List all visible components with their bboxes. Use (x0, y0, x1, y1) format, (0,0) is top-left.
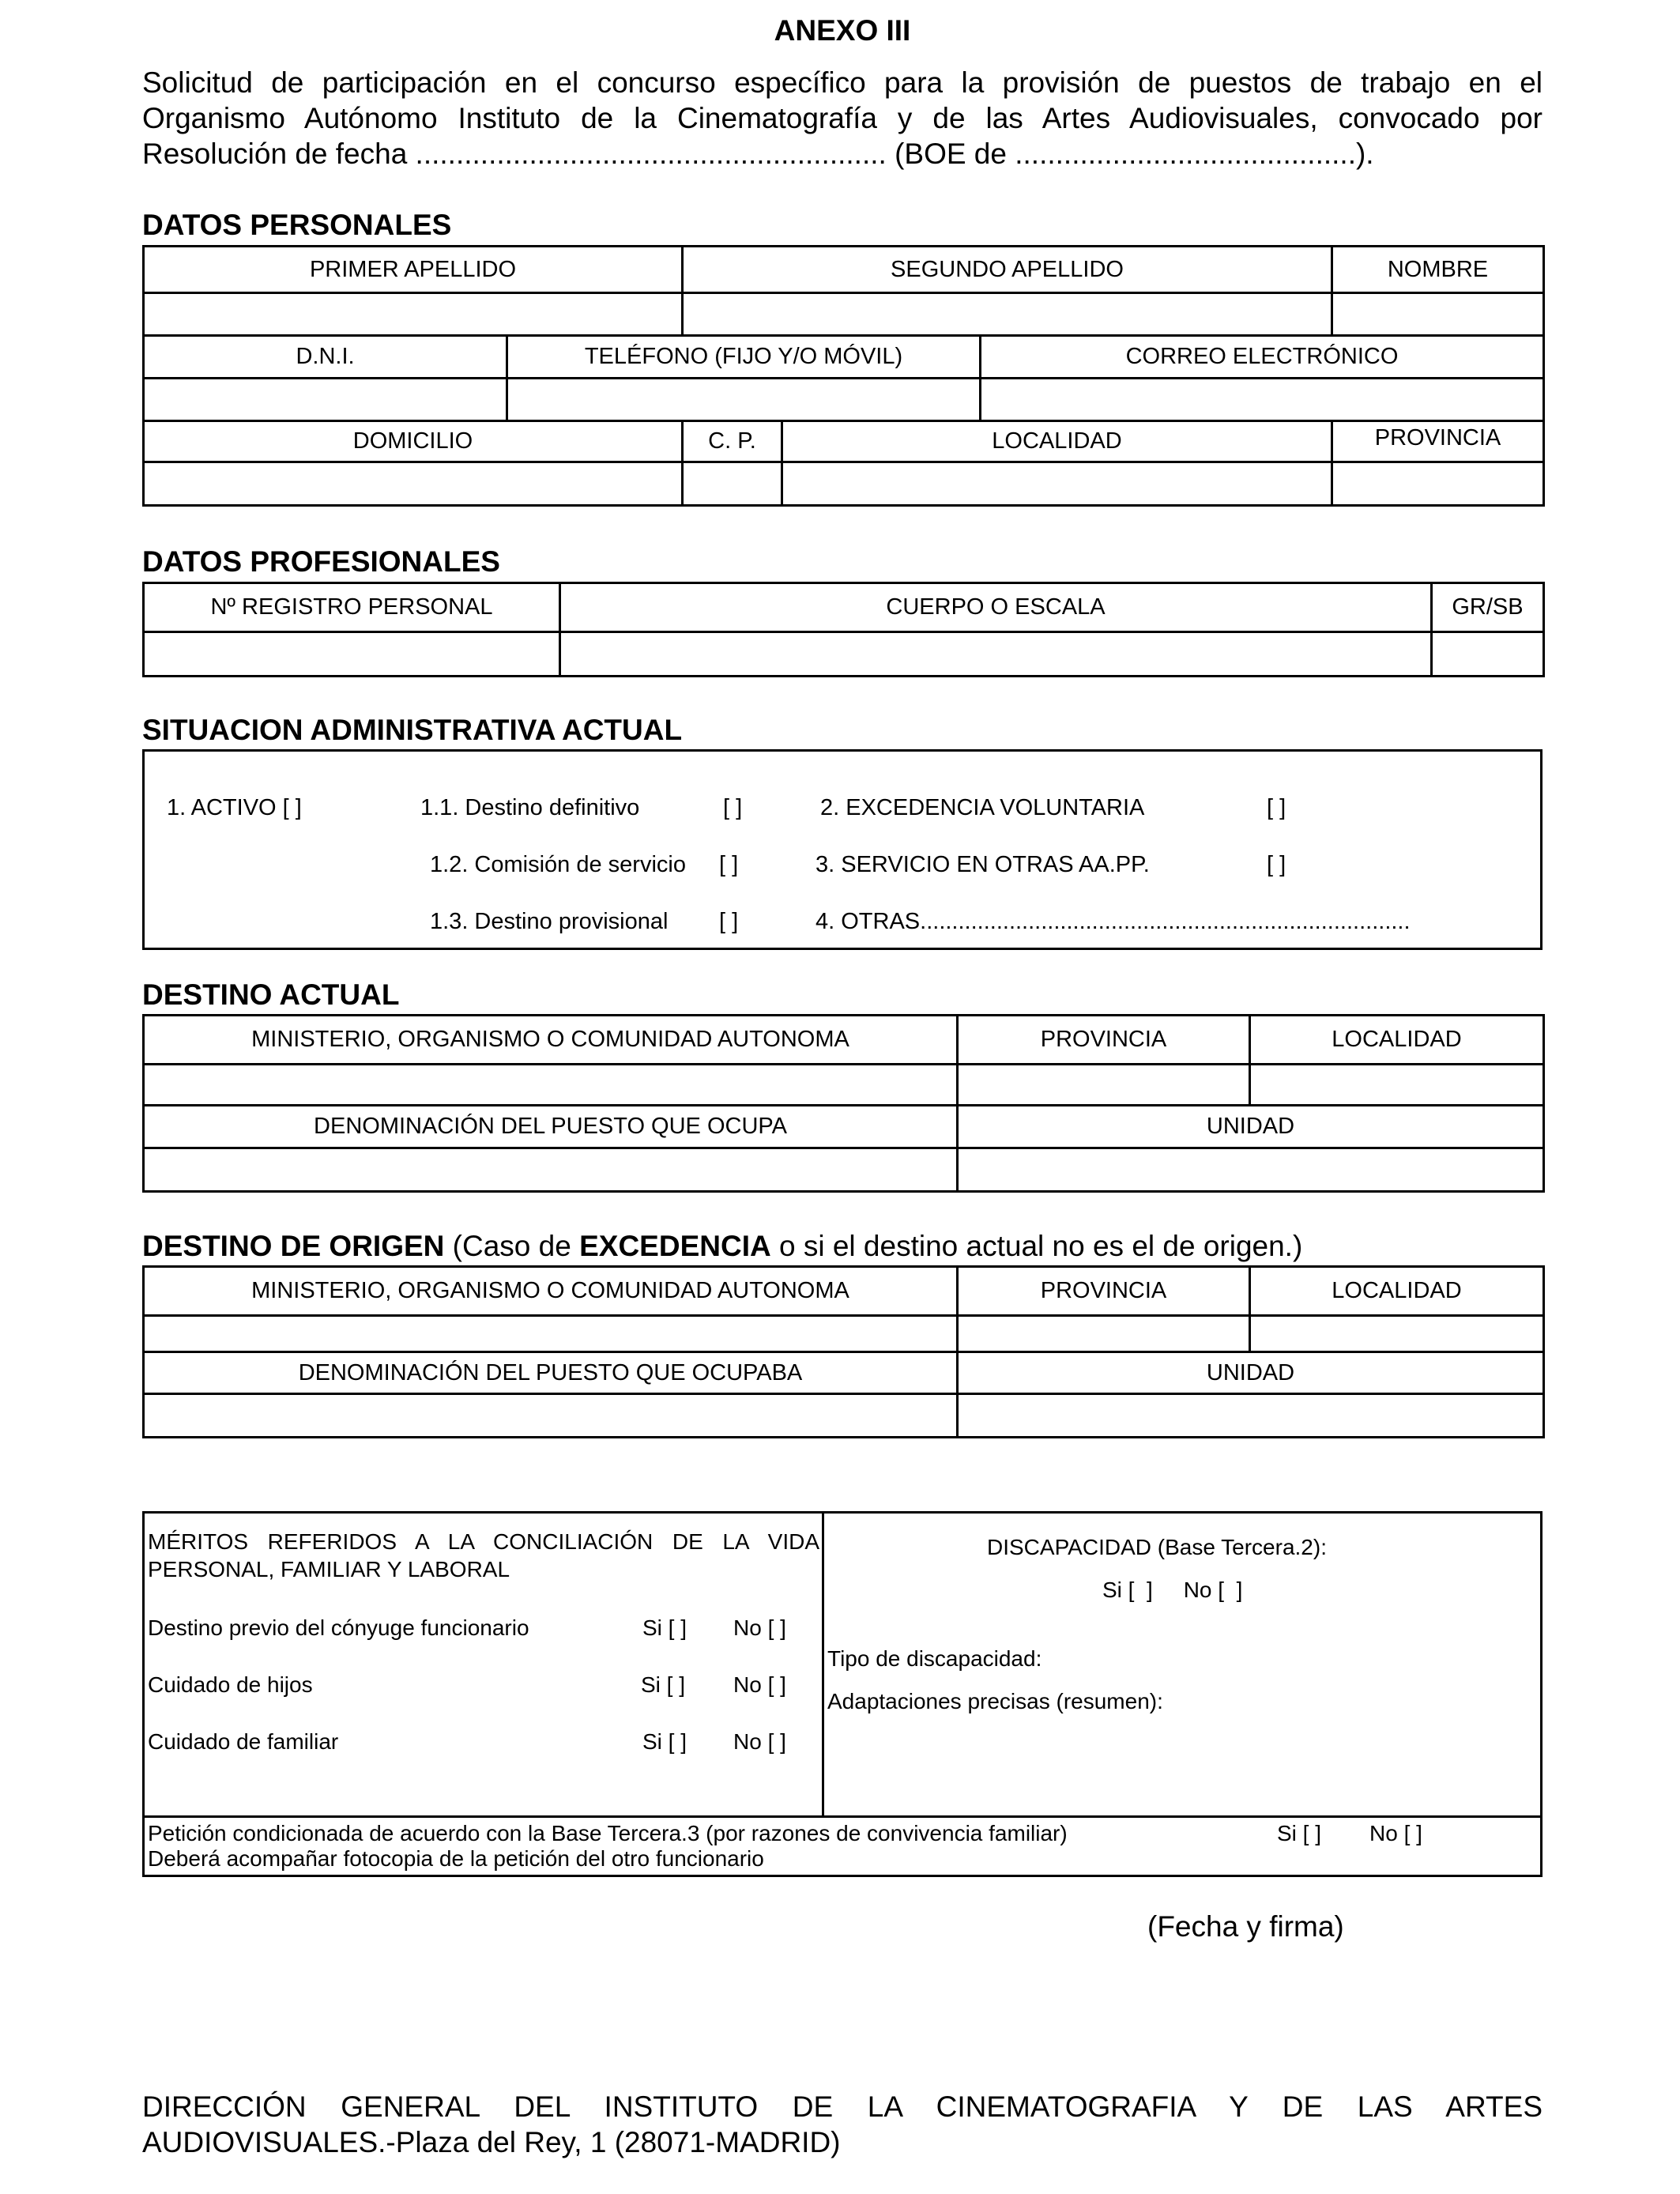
ministerio-field[interactable] (144, 1316, 958, 1352)
header-correo: CORREO ELECTRÓNICO (981, 336, 1544, 379)
option-excedencia: 2. EXCEDENCIA VOLUNTARIA (820, 795, 1145, 820)
correo-field[interactable] (981, 379, 1544, 421)
footer-line: AUDIOVISUALES.-Plaza del Rey, 1 (28071-MADRID) (142, 2126, 841, 2158)
destino-actual-table (142, 1014, 1545, 1193)
peticion-no[interactable]: No [ ] (1369, 1821, 1422, 1845)
cuerpo-escala-field[interactable] (560, 632, 1432, 677)
footer-address (142, 2089, 1543, 2160)
merito-familiar-si[interactable]: Si [ ] (642, 1729, 687, 1754)
header-denominacion-puesto: DENOMINACIÓN DEL PUESTO QUE OCUPA (144, 1106, 958, 1148)
denominacion-puesto-field[interactable] (144, 1148, 958, 1192)
domicilio-field[interactable] (144, 462, 683, 506)
provincia-field[interactable] (1332, 462, 1544, 506)
fecha-firma-label: (Fecha y firma) (1147, 1910, 1344, 1943)
peticion-si[interactable]: Si [ ] (1277, 1821, 1322, 1845)
datos-personales-table (142, 245, 1545, 507)
cp-field[interactable] (683, 462, 782, 506)
option-comision-servicio: 1.2. Comisión de servicio (430, 852, 686, 877)
header-provincia: PROVINCIA (958, 1016, 1250, 1065)
heading-text: o si el destino actual no es el de origen.) (770, 1230, 1303, 1262)
divider (822, 1514, 824, 1815)
page-title: ANEXO III (774, 14, 911, 47)
heading-text: EXCEDENCIA (579, 1230, 771, 1262)
checkbox-otras-aapp[interactable]: [ ] (1267, 852, 1286, 877)
section-heading-situacion: SITUACION ADMINISTRATIVA ACTUAL (142, 714, 683, 746)
section-heading-datos-profesionales: DATOS PROFESIONALES (142, 545, 500, 578)
intro-line: Solicitud de participación en el concurso específico para la provisión de puestos de trabajo en el (142, 66, 1543, 99)
option-destino-definitivo: 1.1. Destino definitivo (420, 795, 640, 820)
localidad-field[interactable] (1250, 1065, 1544, 1106)
option-otras[interactable]: 4. OTRAS............................................................................. (816, 909, 1411, 934)
divider (145, 1815, 1540, 1818)
meritos-title: PERSONAL, FAMILIAR Y LABORAL (148, 1557, 510, 1581)
header-domicilio: DOMICILIO (144, 421, 683, 462)
checkbox-destino-provisional[interactable]: [ ] (719, 909, 739, 934)
header-denominacion-puesto: DENOMINACIÓN DEL PUESTO QUE OCUPABA (144, 1352, 958, 1394)
header-ministerio: MINISTERIO, ORGANISMO O COMUNIDAD AUTONOMA (144, 1016, 958, 1065)
segundo-apellido-field[interactable] (683, 293, 1332, 336)
header-ministerio: MINISTERIO, ORGANISMO O COMUNIDAD AUTONOMA (144, 1267, 958, 1316)
merito-hijos-no[interactable]: No [ ] (733, 1672, 786, 1697)
merito-hijos-label: Cuidado de hijos (148, 1672, 313, 1697)
header-unidad: UNIDAD (958, 1106, 1544, 1148)
section-heading-destino-actual: DESTINO ACTUAL (142, 978, 400, 1011)
checkbox-destino-definitivo[interactable]: [ ] (723, 795, 743, 820)
denominacion-puesto-field[interactable] (144, 1394, 958, 1438)
header-localidad: LOCALIDAD (1250, 1016, 1544, 1065)
meritos-title: MÉRITOS REFERIDOS A LA CONCILIACIÓN DE LA VIDA (148, 1529, 819, 1554)
registro-personal-field[interactable] (144, 632, 560, 677)
provincia-field[interactable] (958, 1065, 1250, 1106)
unidad-field[interactable] (958, 1394, 1544, 1438)
merito-hijos-si[interactable]: Si [ ] (641, 1672, 686, 1697)
option-otras-aapp: 3. SERVICIO EN OTRAS AA.PP. (816, 852, 1150, 877)
checkbox-excedencia[interactable]: [ ] (1267, 795, 1286, 820)
localidad-field[interactable] (1250, 1316, 1544, 1352)
dni-field[interactable] (144, 379, 507, 421)
heading-text: DESTINO DE ORIGEN (142, 1230, 445, 1262)
intro-paragraph (142, 65, 1543, 172)
gr-sb-field[interactable] (1432, 632, 1544, 677)
header-gr-sb: GR/SB (1432, 583, 1544, 632)
merito-familiar-label: Cuidado de familiar (148, 1729, 339, 1754)
section-heading-datos-personales: DATOS PERSONALES (142, 209, 452, 241)
merito-conyuge-label: Destino previo del cónyuge funcionario (148, 1615, 529, 1640)
destino-origen-table (142, 1265, 1545, 1438)
intro-line: Organismo Autónomo Instituto de la Cinematografía y de las Artes Audiovisuales, convocado por (142, 102, 1543, 134)
datos-profesionales-table (142, 582, 1545, 677)
header-provincia: PROVINCIA (958, 1267, 1250, 1316)
heading-text: (Caso de (444, 1230, 580, 1262)
situacion-box (142, 749, 1543, 950)
header-provincia: PROVINCIA (1332, 421, 1544, 462)
telefono-field[interactable] (507, 379, 981, 421)
primer-apellido-field[interactable] (144, 293, 683, 336)
nombre-field[interactable] (1332, 293, 1544, 336)
header-localidad: LOCALIDAD (1250, 1267, 1544, 1316)
header-cp: C. P. (683, 421, 782, 462)
peticion-condicionada-text: Petición condicionada de acuerdo con la Base Tercera.3 (por razones de convivencia familiar) (148, 1821, 1068, 1845)
header-cuerpo-escala: CUERPO O ESCALA (560, 583, 1432, 632)
header-primer-apellido: PRIMER APELLIDO (144, 247, 683, 293)
merito-conyuge-no[interactable]: No [ ] (733, 1615, 786, 1640)
checkbox-comision-servicio[interactable]: [ ] (719, 852, 739, 877)
header-nombre: NOMBRE (1332, 247, 1544, 293)
discapacidad-adaptaciones[interactable]: Adaptaciones precisas (resumen): (827, 1689, 1163, 1713)
merito-conyuge-si[interactable]: Si [ ] (642, 1615, 687, 1640)
header-localidad: LOCALIDAD (782, 421, 1332, 462)
ministerio-field[interactable] (144, 1065, 958, 1106)
meritos-box (142, 1511, 1543, 1877)
merito-familiar-no[interactable]: No [ ] (733, 1729, 786, 1754)
discapacidad-si-no[interactable]: Si [ ] No [ ] (1102, 1578, 1243, 1602)
header-unidad: UNIDAD (958, 1352, 1544, 1394)
unidad-field[interactable] (958, 1148, 1544, 1192)
option-destino-provisional: 1.3. Destino provisional (430, 909, 669, 934)
header-registro-personal: Nº REGISTRO PERSONAL (144, 583, 560, 632)
option-activo[interactable]: 1. ACTIVO [ ] (167, 795, 302, 820)
footer-line: DIRECCIÓN GENERAL DEL INSTITUTO DE LA CINEMATOGRAFIA Y DE LAS ARTES (142, 2090, 1543, 2123)
header-telefono: TELÉFONO (FIJO Y/O MÓVIL) (507, 336, 981, 379)
discapacidad-title: DISCAPACIDAD (Base Tercera.2): (987, 1535, 1327, 1559)
header-segundo-apellido: SEGUNDO APELLIDO (683, 247, 1332, 293)
section-heading-destino-origen (142, 1230, 1302, 1263)
header-dni: D.N.I. (144, 336, 507, 379)
discapacidad-tipo[interactable]: Tipo de discapacidad: (827, 1646, 1042, 1671)
intro-line: Resolución de fecha .......................................................... (BOE de ..........................................). (142, 138, 1374, 170)
peticion-nota: Deberá acompañar fotocopia de la petición del otro funcionario (148, 1846, 764, 1871)
provincia-field[interactable] (958, 1316, 1250, 1352)
localidad-field[interactable] (782, 462, 1332, 506)
